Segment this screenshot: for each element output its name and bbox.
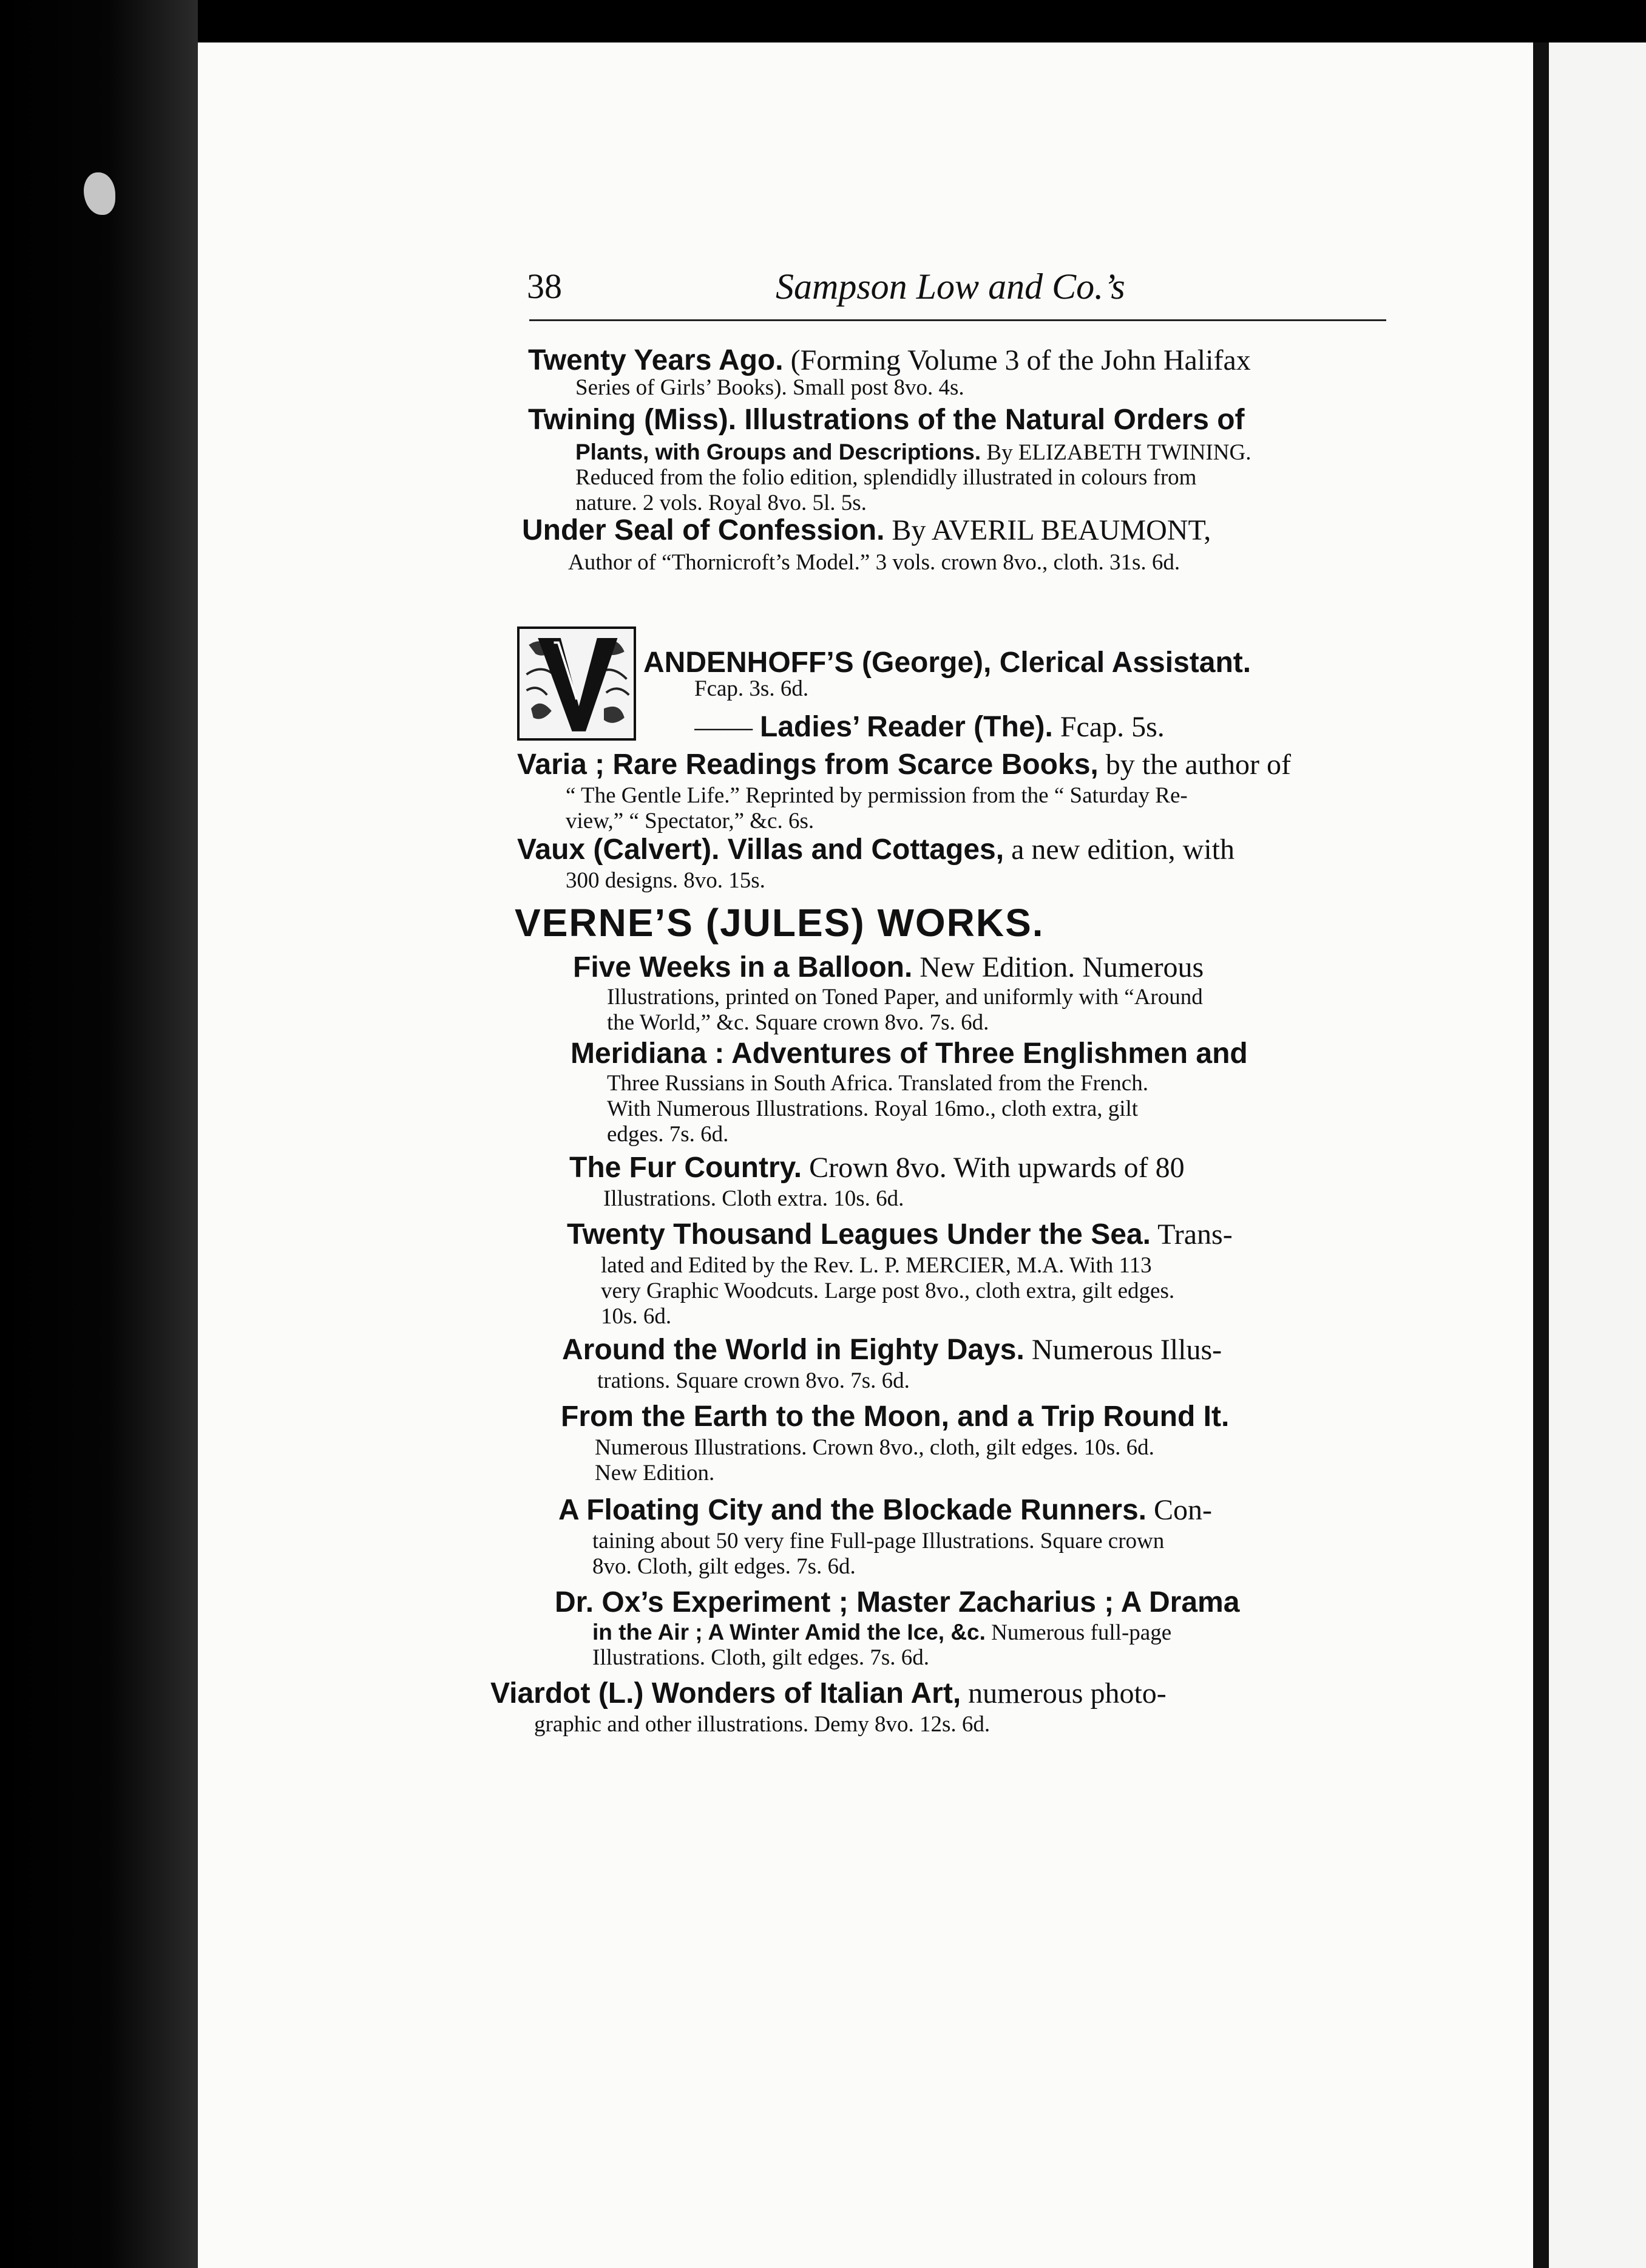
entry-text: By ELIZABETH TWINING. xyxy=(981,440,1251,465)
entry-detail-line xyxy=(592,1618,1387,1647)
entry-title: ANDENHOFF’S (George), Clerical Assistant. xyxy=(643,647,1251,679)
entry-title-line xyxy=(528,344,1390,378)
entry-title: Five Weeks in a Balloon. xyxy=(573,951,913,983)
entry-title: Meridiana : Adventures of Three Englishmen and xyxy=(571,1037,1248,1070)
entry-text: Illustrations. Cloth extra. 10s. 6d. xyxy=(603,1186,904,1211)
entry-text: Fcap. 5s. xyxy=(1052,711,1165,743)
entry-text: lated and Edited by the Rev. L. P. MERCIER, M.A. With 113 xyxy=(601,1253,1152,1278)
entry-title-line xyxy=(522,514,1390,548)
entry-title-line xyxy=(571,1037,1390,1071)
entry-text: Crown 8vo. With upwards of 80 xyxy=(802,1152,1185,1184)
page-gutter xyxy=(1533,42,1549,2268)
entry-detail-line xyxy=(607,1070,1390,1098)
entry-title: in the Air ; A Winter Amid the Ice, &c. xyxy=(592,1620,986,1645)
entry-text: Numerous Illus- xyxy=(1024,1334,1222,1366)
entry-detail-line xyxy=(601,1252,1384,1280)
entry-text: (Forming Volume 3 of the John Halifax xyxy=(783,344,1251,376)
entry-title: Viardot (L.) Wonders of Italian Art, xyxy=(490,1677,961,1709)
entry-text: Con- xyxy=(1146,1494,1212,1526)
entry-text: nature. 2 vols. Royal 8vo. 5l. 5s. xyxy=(575,491,867,515)
entry-detail-line xyxy=(607,1009,1384,1037)
entry-title-line xyxy=(562,1333,1381,1367)
entry-text: Illustrations, printed on Toned Paper, and uniformly with “Around xyxy=(607,985,1203,1010)
entry-text: New Edition. Numerous xyxy=(912,951,1204,983)
entry-text: —— xyxy=(694,711,760,743)
entry-title-line xyxy=(528,403,1390,437)
page-number: 38 xyxy=(527,267,562,306)
entry-text: Numerous Illustrations. Crown 8vo., cloth, gilt edges. 10s. 6d. xyxy=(595,1435,1154,1460)
entry-title-line xyxy=(517,748,1391,782)
entry-text: With Numerous Illustrations. Royal 16mo., cloth extra, gilt xyxy=(607,1096,1139,1121)
entry-title: Plants, with Groups and Descriptions. xyxy=(575,440,981,464)
entry-detail-line xyxy=(575,438,1389,467)
entry-text: the World,” &c. Square crown 8vo. 7s. 6d. xyxy=(607,1010,989,1035)
header-rule xyxy=(529,319,1386,321)
entry-title-line xyxy=(573,951,1386,985)
book-spine-shadow xyxy=(0,0,198,2268)
entry-detail-line xyxy=(575,464,1389,492)
entry-detail-line xyxy=(601,1277,1384,1305)
entry-text: Reduced from the folio edition, splendidly illustrated in colours from xyxy=(575,465,1197,490)
entry-text: “ The Gentle Life.” Reprinted by permission from the “ Saturday Re- xyxy=(566,783,1188,808)
entry-text: very Graphic Woodcuts. Large post 8vo., cloth extra, gilt edges. xyxy=(601,1278,1175,1303)
entry-title-line xyxy=(558,1493,1378,1527)
entry-detail-line xyxy=(694,710,1386,744)
entry-detail-line xyxy=(592,1644,1387,1672)
entry-text: 300 designs. 8vo. 15s. xyxy=(566,868,765,893)
entry-title: Twining (Miss). Illustrations of the Natural Orders of xyxy=(528,404,1245,436)
entry-text: by the author of xyxy=(1098,749,1291,781)
entry-detail-line xyxy=(603,1185,1386,1213)
entry-detail-line xyxy=(595,1459,1384,1487)
entry-title: The Fur Country. xyxy=(569,1152,802,1184)
entry-text: Trans- xyxy=(1150,1218,1233,1251)
entry-detail-line xyxy=(566,782,1391,810)
entry-text: numerous photo- xyxy=(961,1677,1167,1709)
entry-detail-line xyxy=(607,1095,1390,1123)
entry-text: Series of Girls’ Books). Small post 8vo. 4s. xyxy=(575,375,964,400)
entry-detail-line xyxy=(607,1121,1390,1149)
entry-title: A Floating City and the Blockade Runners. xyxy=(558,1494,1146,1526)
entry-detail-line xyxy=(566,807,1391,835)
section-heading: VERNE’S (JULES) WORKS. xyxy=(515,901,1045,945)
entry-detail-line xyxy=(601,1303,1384,1331)
entry-detail-line xyxy=(607,983,1384,1011)
running-head xyxy=(527,262,1389,311)
entry-detail-line xyxy=(592,1527,1387,1555)
entry-title: Ladies’ Reader (The). xyxy=(760,711,1053,743)
entry-title-line xyxy=(561,1400,1380,1434)
entry-title: Around the World in Eighty Days. xyxy=(562,1334,1025,1366)
entry-detail-line xyxy=(595,1434,1384,1462)
entry-title: Twenty Thousand Leagues Under the Sea. xyxy=(567,1218,1151,1251)
entry-detail-line xyxy=(568,549,1381,577)
entry-title: From the Earth to the Moon, and a Trip Round It. xyxy=(561,1401,1230,1433)
entry-text: a new edition, with xyxy=(1004,834,1234,866)
entry-text: 8vo. Cloth, gilt edges. 7s. 6d. xyxy=(592,1554,856,1579)
entry-title-line xyxy=(567,1218,1386,1252)
entry-title: Vaux (Calvert). Villas and Cottages, xyxy=(517,834,1004,866)
entry-text: Three Russians in South Africa. Translated from the French. xyxy=(607,1071,1148,1096)
running-title: Sampson Low and Co.’s xyxy=(776,267,1125,307)
entry-text: taining about 50 very fine Full-page Illustrations. Square crown xyxy=(592,1529,1165,1553)
entry-text: Illustrations. Cloth, gilt edges. 7s. 6d. xyxy=(592,1645,929,1670)
entry-detail-line xyxy=(534,1711,1360,1739)
entry-text: Author of “Thornicroft’s Model.” 3 vols. crown 8vo., cloth. 31s. 6d. xyxy=(568,550,1180,575)
entry-title-line xyxy=(490,1677,1358,1711)
entry-title: Dr. Ox’s Experiment ; Master Zacharius ; A Drama xyxy=(555,1586,1240,1618)
entry-title-line xyxy=(555,1586,1374,1620)
entry-detail-line xyxy=(592,1553,1387,1581)
facing-page-edge xyxy=(1549,42,1646,2268)
entry-text: edges. 7s. 6d. xyxy=(607,1122,729,1147)
entry-detail-line xyxy=(566,867,1391,895)
entry-title-line xyxy=(517,833,1391,867)
entry-title-line xyxy=(569,1151,1389,1185)
entry-text: New Edition. xyxy=(595,1461,715,1485)
entry-text: Numerous full-page xyxy=(985,1620,1172,1645)
entry-text: Fcap. 3s. 6d. xyxy=(694,676,809,701)
entry-text: trations. Square crown 8vo. 7s. 6d. xyxy=(597,1368,910,1393)
entry-detail-line xyxy=(575,374,1389,402)
entry-title: Under Seal of Confession. xyxy=(522,514,885,546)
entry-detail-line xyxy=(597,1367,1386,1395)
ornamental-drop-cap-v xyxy=(517,626,636,741)
entry-text: By AVERIL BEAUMONT, xyxy=(884,514,1211,546)
entry-text: view,” “ Spectator,” &c. 6s. xyxy=(566,809,815,834)
entry-text: graphic and other illustrations. Demy 8vo. 12s. 6d. xyxy=(534,1712,991,1737)
entry-title: Varia ; Rare Readings from Scarce Books, xyxy=(517,749,1099,781)
entry-detail-line xyxy=(694,675,1386,703)
entry-text: 10s. 6d. xyxy=(601,1304,672,1329)
entry-title: Twenty Years Ago. xyxy=(528,344,784,376)
